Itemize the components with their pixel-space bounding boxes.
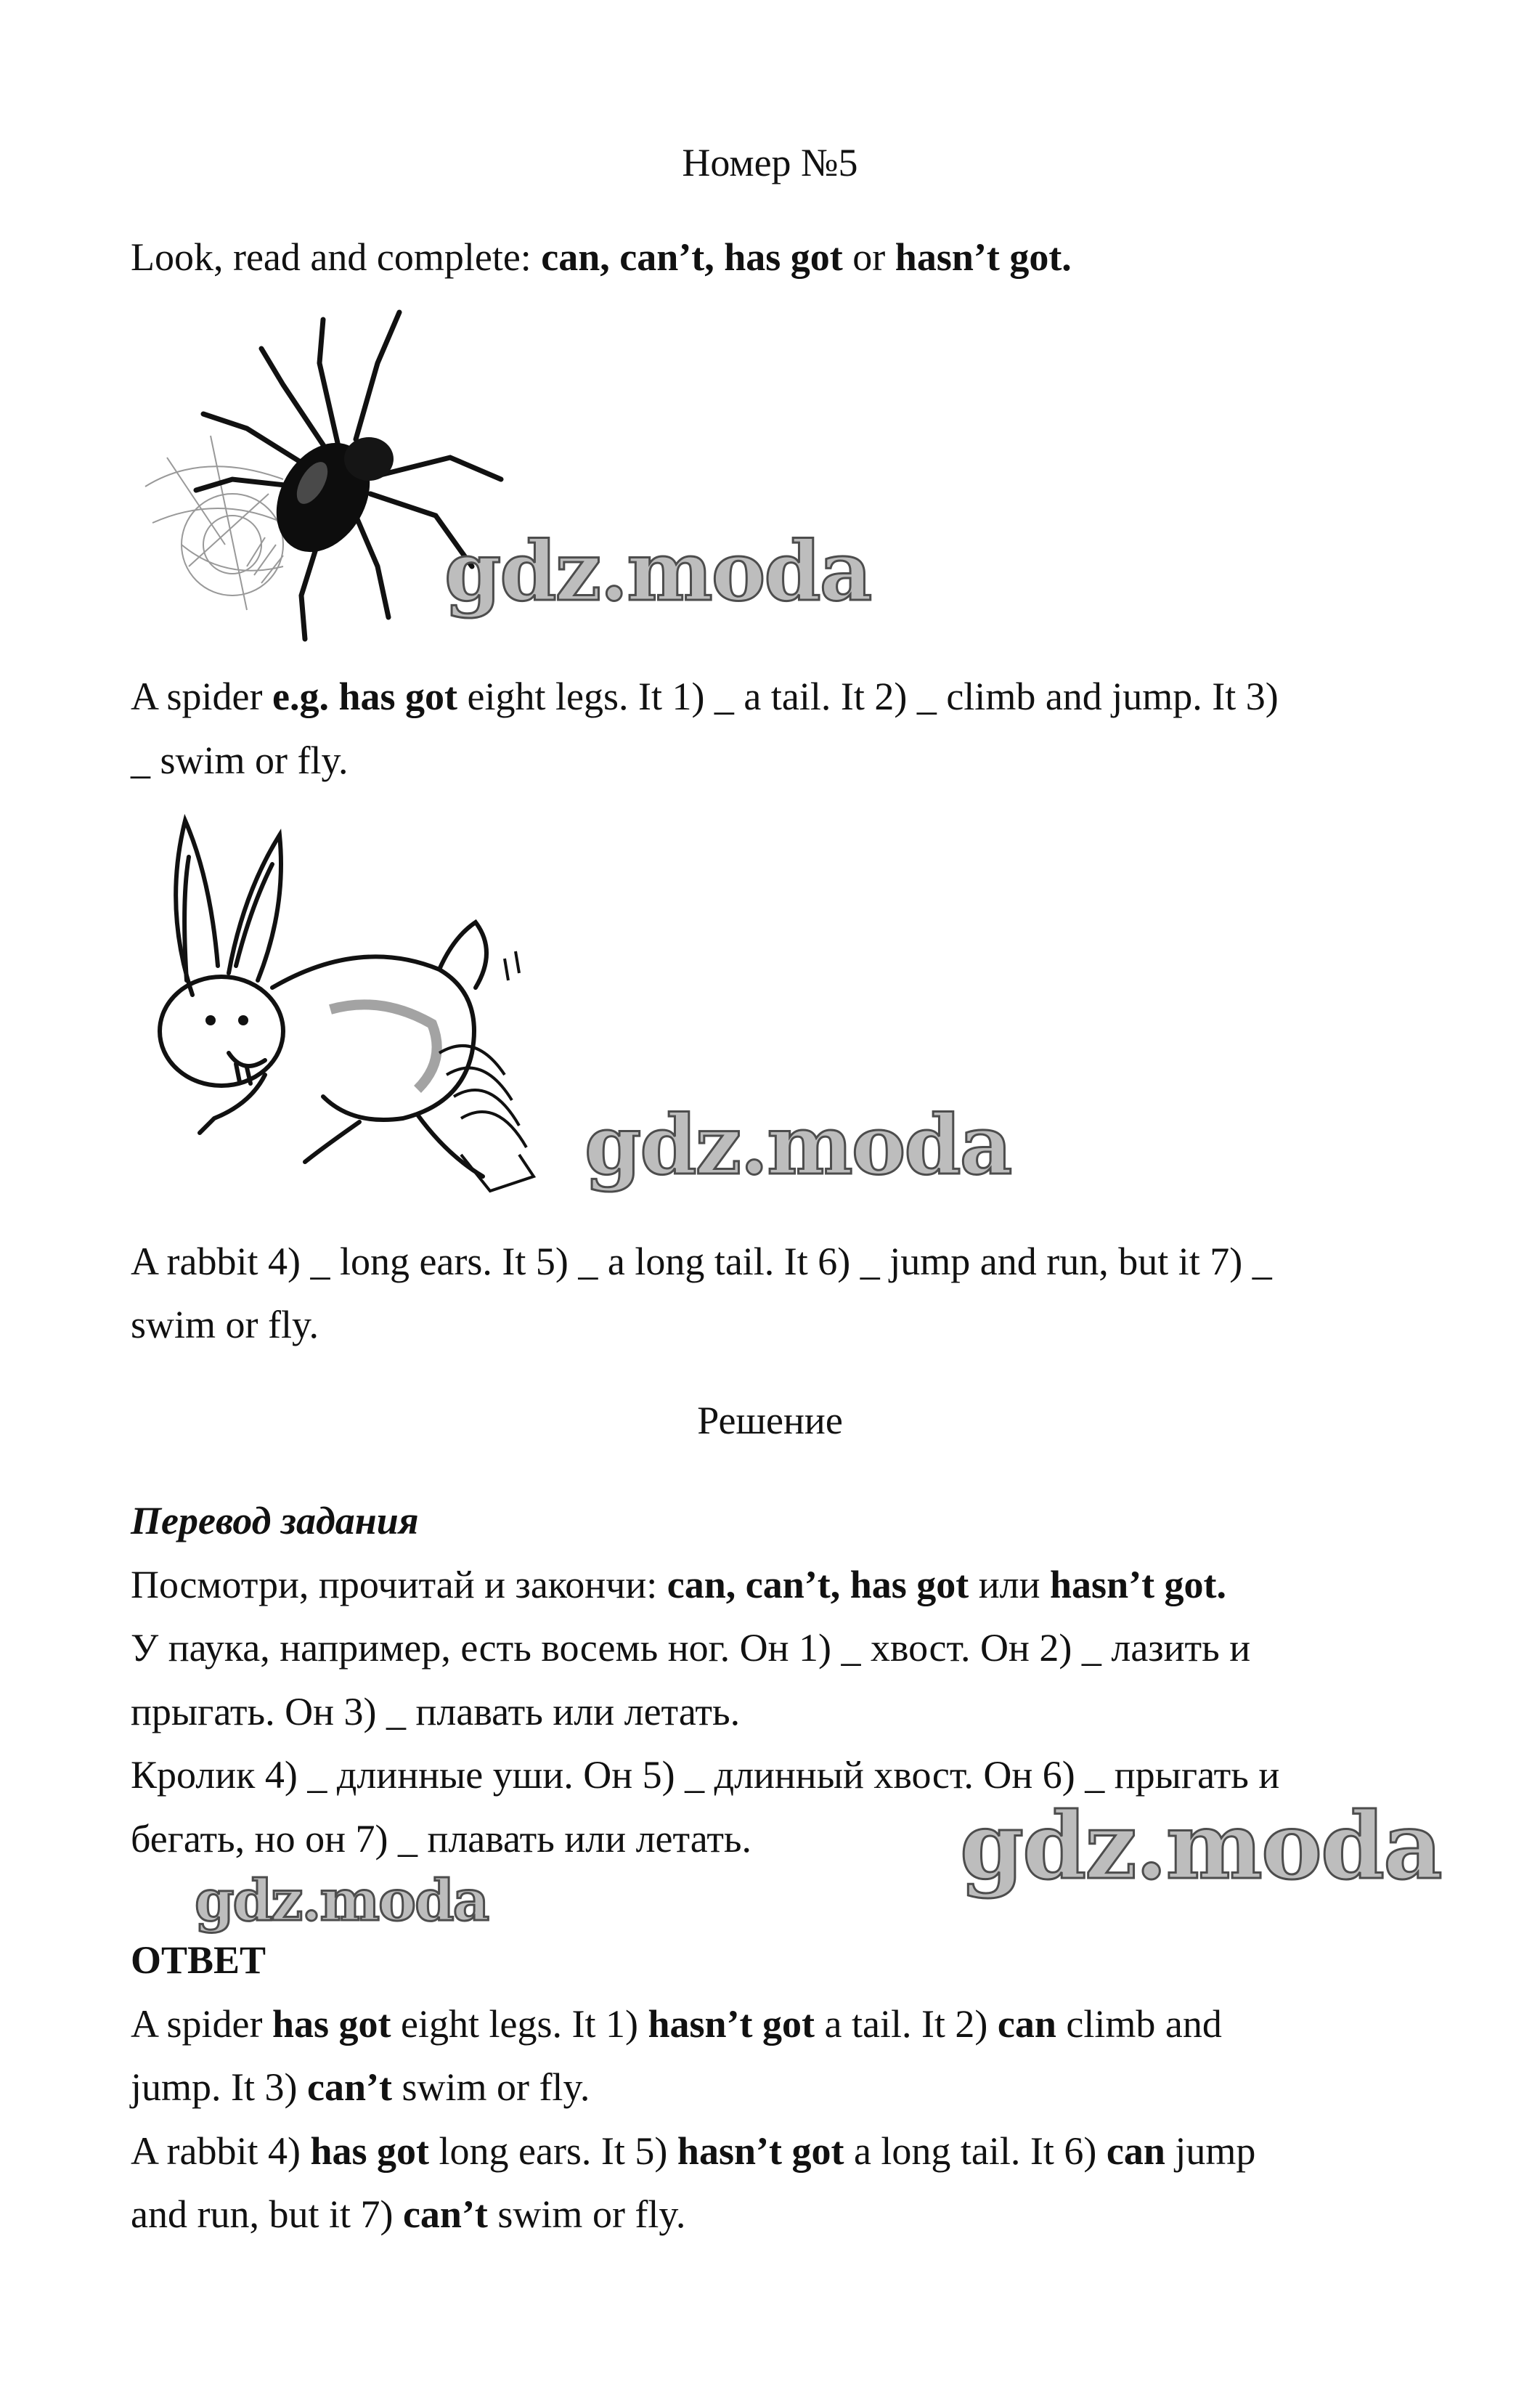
watermark: gdz.moda (584, 1098, 1011, 1193)
rabbit-eye-right (238, 1015, 248, 1025)
translation-line-2: У паука, например, есть восемь ног. Он 1) _ хвост. Он 2) _ лазить и (131, 1626, 1251, 1670)
answer-line-4: and run, but it 7) can’t swim or fly. (131, 2192, 686, 2236)
answer-line-3: A rabbit 4) has got long ears. It 5) hasn’t got a long tail. It 6) can jump (131, 2129, 1256, 2173)
rabbit-text-line-2: swim or fly. (131, 1303, 319, 1346)
page-title: Номер №5 (682, 141, 858, 184)
task-instruction: Look, read and complete: can, can’t, has got or hasn’t got. (131, 235, 1072, 279)
translation-line-4: Кролик 4) _ длинные уши. Он 5) _ длинный хвост. Он 6) _ прыгать и (131, 1753, 1280, 1797)
answer-heading: ОТВЕТ (131, 1938, 266, 1982)
watermark: gdz.moda (960, 1792, 1441, 1900)
spider-text-line-1: A spider e.g. has got eight legs. It 1) _ a tail. It 2) _ climb and jump. It 3) (131, 675, 1279, 718)
spider-head (344, 437, 394, 481)
rabbit-outline (160, 821, 486, 1176)
translation-line-1: Посмотри, прочитай и закончи: can, can’t, has got или hasn’t got. (131, 1563, 1227, 1606)
rabbit-shading (330, 1004, 437, 1089)
answer-line-2: jump. It 3) can’t swim or fly. (131, 2065, 590, 2109)
rabbit-illustration (142, 813, 548, 1205)
translation-line-5: бегать, но он 7) _ плавать или летать. (131, 1817, 752, 1861)
translation-line-3: прыгать. Он 3) _ плавать или летать. (131, 1690, 741, 1733)
watermark: gdz.moda (195, 1868, 489, 1934)
solution-title: Решение (697, 1399, 843, 1442)
spider-web-lines (145, 436, 283, 610)
spider-text-line-2: _ swim or fly. (131, 739, 349, 782)
rabbit-eye-left (205, 1015, 216, 1025)
rabbit-text-line-1: A rabbit 4) _ long ears. It 5) _ a long tail. It 6) _ jump and run, but it 7) _ (131, 1240, 1272, 1283)
watermark: gdz.moda (444, 524, 871, 619)
translation-heading: Перевод задания (131, 1499, 419, 1542)
answer-line-1: A spider has got eight legs. It 1) hasn’t got a tail. It 2) can climb and (131, 2002, 1222, 2046)
